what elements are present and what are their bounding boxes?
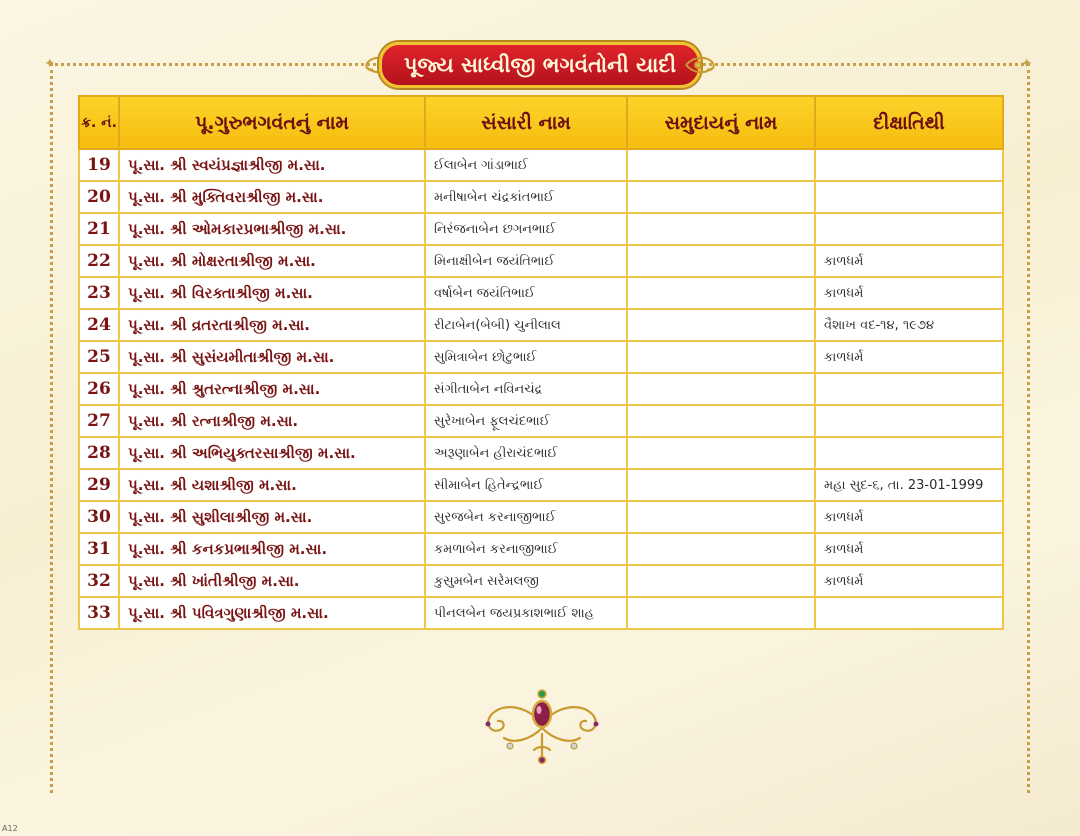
guru-name-cell: પૂ.સા. શ્રી મુક્તિવરાશ્રીજી મ.સા. [119,181,425,213]
table-row [79,565,1003,597]
diksha-date-cell: મહા સુદ-૬, તા. 23-01-1999 [815,469,1003,501]
table-row [79,149,1003,181]
diksha-date-cell [815,181,1003,213]
guru-name-cell: પૂ.સા. શ્રી ઓમકારપ્રભાશ્રીજી મ.સા. [119,213,425,245]
worldly-name-cell: રીટાબેન(બેબી) ચુનીલાલ [425,309,627,341]
worldly-name-cell: મનીષાબેન ચંદ્રકાંતભાઈ [425,181,627,213]
column-header-worldly-name: સંસારી નામ [425,96,627,149]
row-number: 21 [79,213,119,245]
row-number: 26 [79,373,119,405]
worldly-name-cell: વર્ષાબેન જયંતિભાઈ [425,277,627,309]
decorative-frame-right [1027,63,1030,793]
diksha-date-cell [815,437,1003,469]
guru-name-cell: પૂ.સા. શ્રી યશાશ્રીજી મ.સા. [119,469,425,501]
page-title: પૂજ્ય સાધ્વીજી ભગવંતોની યાદી [379,42,701,88]
guru-name-cell: પૂ.સા. શ્રી અભિયુક્તરસાશ્રીજી મ.સા. [119,437,425,469]
diksha-date-cell [815,405,1003,437]
community-name-cell [627,309,815,341]
guru-name-cell: પૂ.સા. શ્રી ખાંતીશ્રીજી મ.સા. [119,565,425,597]
sadhvi-list-table [78,95,1004,630]
community-name-cell [627,597,815,629]
floral-scroll-icon [684,48,718,82]
jeweled-floral-ornament-icon [480,684,604,768]
worldly-name-cell: કમળાબેન કરનાજીભાઈ [425,533,627,565]
frame-corner-icon: ✦ [1021,56,1033,72]
worldly-name-cell: સુરજબેન કરનાજીભાઈ [425,501,627,533]
row-number: 29 [79,469,119,501]
column-header-community-name: સમુદાયનું નામ [627,96,815,149]
table-row [79,373,1003,405]
row-number: 30 [79,501,119,533]
guru-name-cell: પૂ.સા. શ્રી સુશીલાશ્રીજી મ.સા. [119,501,425,533]
table-row [79,309,1003,341]
worldly-name-cell: સંગીતાબેન નવિનચંદ્ર [425,373,627,405]
table-header-row [79,96,1003,149]
community-name-cell [627,373,815,405]
table-row [79,181,1003,213]
decorative-frame-left [50,63,53,793]
table-row [79,597,1003,629]
table-row [79,277,1003,309]
column-header-guru-name: પૂ.ગુરુભગવંતનું નામ [119,96,425,149]
row-number: 20 [79,181,119,213]
guru-name-cell: પૂ.સા. શ્રી શ્રુતરત્નાશ્રીજી મ.સા. [119,373,425,405]
guru-name-cell: પૂ.સા. શ્રી રત્નાશ્રીજી મ.સા. [119,405,425,437]
community-name-cell [627,149,815,181]
community-name-cell [627,437,815,469]
diksha-date-cell [815,149,1003,181]
diksha-date-cell: કાળધર્મ [815,501,1003,533]
guru-name-cell: પૂ.સા. શ્રી વિરક્તાશ્રીજી મ.સા. [119,277,425,309]
worldly-name-cell: પીનલબેન જયપ્રકાશભાઈ શાહ [425,597,627,629]
diksha-date-cell [815,213,1003,245]
diksha-date-cell [815,597,1003,629]
column-header-number: ક્ર. નં. [79,96,119,149]
community-name-cell [627,533,815,565]
row-number: 24 [79,309,119,341]
diksha-date-cell: કાળધર્મ [815,245,1003,277]
page-title-banner [360,40,720,90]
row-number: 22 [79,245,119,277]
table-row [79,437,1003,469]
row-number: 25 [79,341,119,373]
worldly-name-cell: ઈલાબેન ગાંડાભાઈ [425,149,627,181]
community-name-cell [627,277,815,309]
community-name-cell [627,405,815,437]
table-row [79,501,1003,533]
community-name-cell [627,213,815,245]
row-number: 23 [79,277,119,309]
row-number: 27 [79,405,119,437]
diksha-date-cell: વૈશાખ વદ-૧૪, ૧૯૭૪ [815,309,1003,341]
diksha-date-cell [815,373,1003,405]
diksha-date-cell: કાળધર્મ [815,341,1003,373]
row-number: 28 [79,437,119,469]
guru-name-cell: પૂ.સા. શ્રી મોક્ષરતાશ્રીજી મ.સા. [119,245,425,277]
table-row [79,245,1003,277]
table-row [79,469,1003,501]
guru-name-cell: પૂ.સા. શ્રી પવિત્રગુણાશ્રીજી મ.સા. [119,597,425,629]
table-row [79,213,1003,245]
worldly-name-cell: અરૂણાબેન હીરાચંદભાઈ [425,437,627,469]
row-number: 32 [79,565,119,597]
row-number: 31 [79,533,119,565]
worldly-name-cell: સુમિત્રાબેન છોટુભાઈ [425,341,627,373]
table-row [79,405,1003,437]
table-row [79,533,1003,565]
worldly-name-cell: મિનાક્ષીબેન જયંતિભાઈ [425,245,627,277]
table-row [79,341,1003,373]
worldly-name-cell: સુરેખાબેન ફૂલચંદભાઈ [425,405,627,437]
row-number: 33 [79,597,119,629]
worldly-name-cell: કુસુમબેન સરેમલજી [425,565,627,597]
worldly-name-cell: સીમાબેન હિતેન્દ્રભાઈ [425,469,627,501]
guru-name-cell: પૂ.સા. શ્રી કનકપ્રભાશ્રીજી મ.સા. [119,533,425,565]
row-number: 19 [79,149,119,181]
column-header-diksha-date: દીક્ષાતિથી [815,96,1003,149]
guru-name-cell: પૂ.સા. શ્રી વ્રતરતાશ્રીજી મ.સા. [119,309,425,341]
community-name-cell [627,501,815,533]
worldly-name-cell: નિરંજનાબેન છગનભાઈ [425,213,627,245]
diksha-date-cell: કાળધર્મ [815,565,1003,597]
community-name-cell [627,181,815,213]
guru-name-cell: પૂ.સા. શ્રી સુસંયમીતાશ્રીજી મ.સા. [119,341,425,373]
community-name-cell [627,469,815,501]
diksha-date-cell: કાળધર્મ [815,277,1003,309]
community-name-cell [627,341,815,373]
diksha-date-cell: કાળધર્મ [815,533,1003,565]
community-name-cell [627,565,815,597]
frame-corner-icon: ✦ [44,56,56,72]
community-name-cell [627,245,815,277]
guru-name-cell: પૂ.સા. શ્રી સ્વયંપ્રજ્ઞાશ્રીજી મ.સા. [119,149,425,181]
page-code: A12 [2,824,18,833]
